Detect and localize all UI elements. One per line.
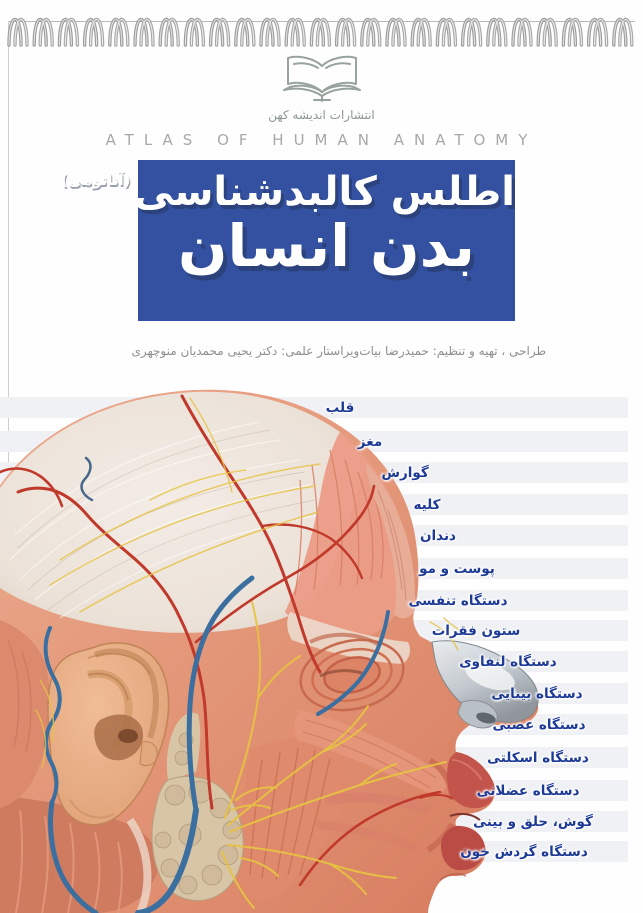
spiral-binding-icon bbox=[0, 0, 643, 52]
topic-label-13: گوش، حلق و بینی bbox=[473, 814, 593, 830]
head-anatomy-illustration bbox=[0, 380, 560, 913]
topic-label-12: دستگاه عضلانی bbox=[476, 783, 580, 799]
topic-label-11: دستگاه اسکلتی bbox=[487, 750, 589, 766]
credits-row bbox=[133, 344, 546, 358]
title-box bbox=[60, 160, 515, 321]
topic-label-6: دستگاه تنفسی bbox=[408, 593, 508, 609]
title-main: اطلس کالبدشناسی bbox=[133, 169, 515, 215]
title-line2: بدن انسان bbox=[178, 212, 475, 280]
topic-label-2: گوارش bbox=[381, 465, 429, 481]
topic-label-8: دستگاه لنفاوی bbox=[459, 654, 557, 670]
credit-editor: ویراستار علمی: دکتر یحیی محمدیان منوچهری bbox=[131, 344, 360, 358]
topic-label-14: دستگاه گردش خون bbox=[460, 844, 588, 860]
topic-label-3: کلیه bbox=[413, 497, 441, 513]
topic-label-0: قلب bbox=[325, 400, 355, 416]
title-annotation: (آناتومی) bbox=[60, 171, 131, 189]
topic-label-10: دستگاه عصبی bbox=[492, 717, 586, 733]
topic-label-9: دستگاه بینایی bbox=[491, 686, 583, 702]
title-line1 bbox=[60, 169, 515, 215]
topic-label-1: مغز bbox=[357, 434, 383, 450]
publisher-name: انتشارات اندیشه کهن bbox=[268, 108, 375, 122]
credit-design: طراحی ، تهیه و تنظیم: حمیدرضا بیات bbox=[359, 344, 546, 358]
topic-label-7: ستون فقرات bbox=[431, 623, 521, 639]
open-book-icon bbox=[280, 54, 364, 106]
publisher-logo bbox=[0, 54, 643, 122]
english-heading: ATLAS OF HUMAN ANATOMY bbox=[105, 131, 538, 149]
topic-label-5: پوست و مو bbox=[419, 561, 495, 577]
topic-label-4: دندان bbox=[420, 528, 456, 544]
